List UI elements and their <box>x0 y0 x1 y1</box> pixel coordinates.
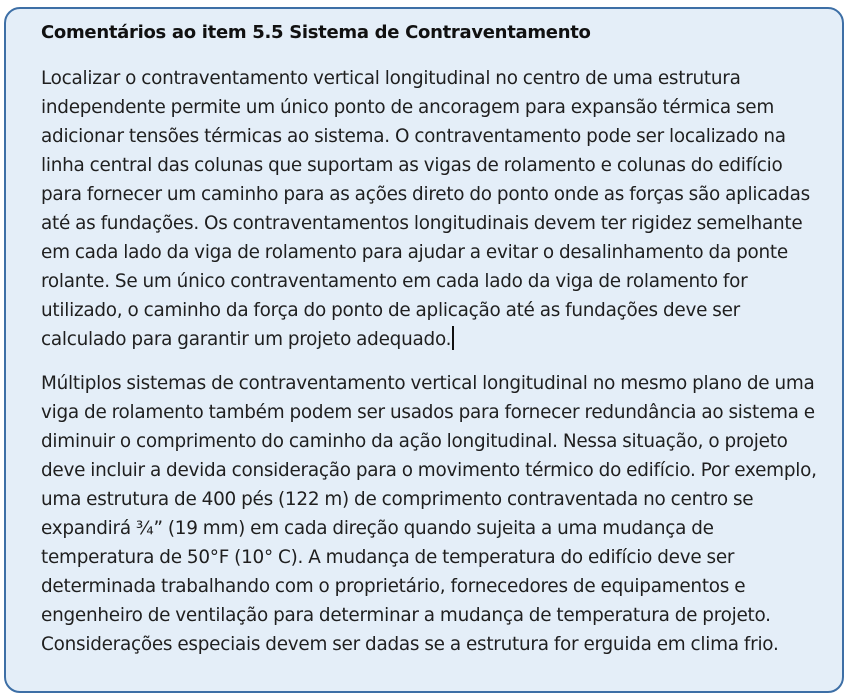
paragraph-1-text: Localizar o contraventamento vertical longitudinal no centro de uma estrutura independente permite um único ponto de ancoragem para expansão térmica sem adicionar tensões térmicas ao sistema. O contraventamento pode ser localizado na linha central das colunas que suportam as vigas de rolamento e colunas do edifício para fornecer um caminho para as ações direto do ponto onde as forças são aplicadas até as fundações. Os contraventamentos longitudinais devem ter rigidez semelhante em cada lado da viga de rolamento para ajudar a evitar o desalinhamento da ponte rolante. Se um único contraventamento em cada lado da viga de rolamento for utilizado, o caminho da força do ponto de aplicação até as fundações deve ser calculado para garantir um projeto adequado. <box>41 68 810 350</box>
paragraph-2[interactable]: Múltiplos sistemas de contraventamento vertical longitudinal no mesmo plano de uma viga de rolamento também podem ser usados para fornecer redundância ao sistema e diminuir o comprimento do caminho da ação longitudinal. Nessa situação, o projeto deve incluir a devida consideração para o movimento térmico do edifício. Por exemplo, uma estrutura de 400 pés (122 m) de comprimento contraventada no centro se expandirá ¾” (19 mm) em cada direção quando sujeita a uma mudança de temperatura de 50°F (10° C). A mudança de temperatura do edifício deve ser determinada trabalhando com o proprietário, fornecedores de equipamentos e engenheiro de ventilação para determinar a mudança de temperatura de projeto. Considerações especiais devem ser dadas se a estrutura for erguida em clima frio. <box>41 373 817 655</box>
text-cursor <box>452 326 454 350</box>
paragraph-1[interactable] <box>41 64 822 354</box>
commentary-title: Comentários ao item 5.5 Sistema de Contraventamento <box>41 22 591 43</box>
commentary-box <box>4 7 844 693</box>
